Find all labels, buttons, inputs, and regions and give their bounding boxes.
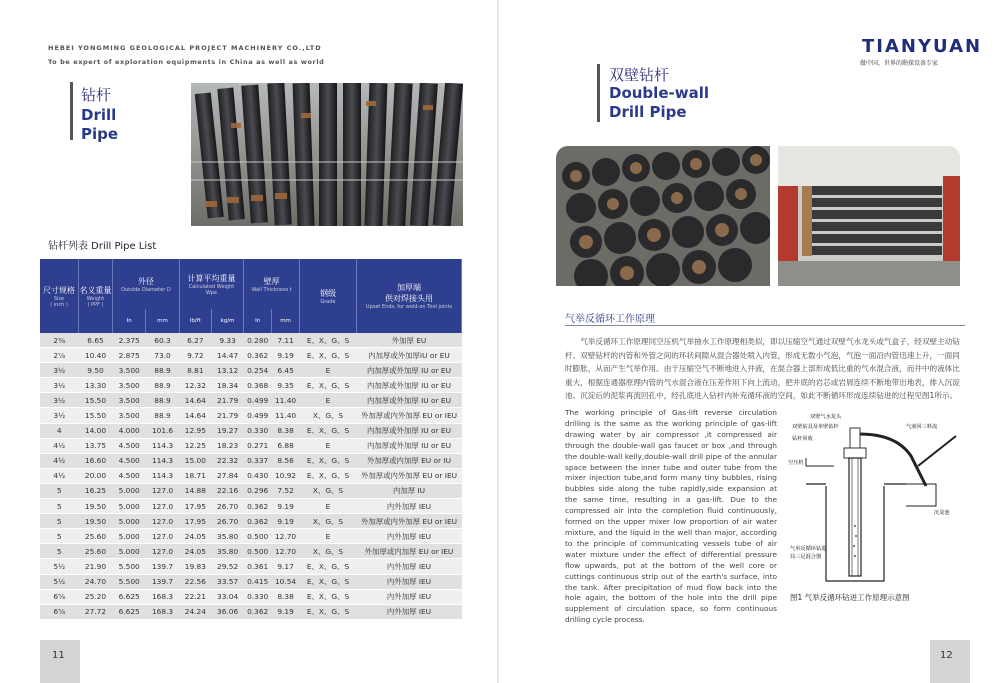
table-cell: 6.625	[113, 604, 146, 619]
table-cell: 3½	[40, 408, 79, 423]
table-cell: 19.83	[179, 559, 211, 574]
table-cell: 5½	[40, 559, 79, 574]
table-cell: 19.50	[79, 499, 113, 514]
table-cell: E、X、G、S	[300, 559, 357, 574]
table-cell: 9.35	[272, 378, 300, 393]
table-row	[40, 499, 462, 514]
table-cell: 6⅝	[40, 589, 79, 604]
table-cell: 0.271	[244, 438, 272, 453]
drill-pipe-photo	[191, 83, 463, 226]
table-cell: 0.362	[244, 499, 272, 514]
table-cell: 内加厚或外加厚IU or EU	[357, 348, 462, 363]
table-cell: 0.362	[244, 604, 272, 619]
table-cell: 18.23	[211, 438, 243, 453]
table-cell: 17.95	[179, 514, 211, 529]
drill-pipe-list-title: 钻杆列表 Drill Pipe List	[48, 241, 157, 252]
table-row	[40, 363, 462, 378]
table-cell: X、G、S	[300, 408, 357, 423]
table-cell: 0.330	[244, 423, 272, 438]
diagram-label-1: 双壁气水龙头	[810, 414, 842, 420]
table-cell: 88.9	[146, 378, 179, 393]
table-cell: X、G、S	[300, 544, 357, 559]
table-cell: 127.0	[146, 483, 179, 498]
table-cell: 9.33	[211, 333, 243, 348]
table-cell: 8.81	[179, 363, 211, 378]
table-cell: 内外加厚 IEU	[357, 499, 462, 514]
table-cell: 12.70	[272, 544, 300, 559]
table-cell: 9.72	[179, 348, 211, 363]
table-row	[40, 604, 462, 619]
table-row	[40, 468, 462, 483]
table-cell: 0.368	[244, 378, 272, 393]
gas-lift-diagram	[786, 406, 966, 586]
table-cell: 内加厚或外加厚 IU or EU	[357, 393, 462, 408]
table-cell: 101.6	[146, 423, 179, 438]
table-cell: 88.9	[146, 393, 179, 408]
table-cell: 8.56	[272, 453, 300, 468]
unit-od-in: In	[113, 309, 146, 333]
logo-tagline: 做中国、世界的勘探设备专家	[860, 60, 939, 67]
table-cell: 11.40	[272, 393, 300, 408]
table-cell: 4½	[40, 438, 79, 453]
table-cell: 5	[40, 483, 79, 498]
table-cell: 127.0	[146, 529, 179, 544]
header-weight: 名义重量 Weight ( PPF )	[79, 259, 113, 333]
table-cell: 3½	[40, 363, 79, 378]
table-cell: 内外加厚 IEU	[357, 604, 462, 619]
double-wall-pipe-photo-2	[778, 146, 960, 286]
table-cell: 29.52	[211, 559, 243, 574]
table-cell: 12.70	[272, 529, 300, 544]
table-cell: 0.280	[244, 333, 272, 348]
table-cell: 内外加厚 IEU	[357, 574, 462, 589]
table-cell: 外加厚或内外加厚 EU or IEU	[357, 408, 462, 423]
table-cell: E、X、G、S	[300, 574, 357, 589]
table-row	[40, 559, 462, 574]
section-bar-right	[597, 64, 600, 122]
diagram-label-7: 气举反循环钻进	[790, 546, 827, 552]
table-cell: 外加厚或内加厚 EU or IU	[357, 453, 462, 468]
table-cell: 14.00	[79, 423, 113, 438]
table-cell: 9.19	[272, 604, 300, 619]
table-cell: 139.7	[146, 574, 179, 589]
table-cell: 14.64	[179, 408, 211, 423]
header-calculated-weight: 计算平均重量 Calculated Weight Wpe	[179, 259, 244, 309]
table-row	[40, 514, 462, 529]
table-cell: X、G、S	[300, 514, 357, 529]
table-cell: 0.361	[244, 559, 272, 574]
table-cell: E	[300, 393, 357, 408]
table-cell: 5.000	[113, 544, 146, 559]
table-cell: 9.17	[272, 559, 300, 574]
table-row	[40, 438, 462, 453]
unit-wall-in: In	[244, 309, 272, 333]
table-cell: 0.296	[244, 483, 272, 498]
table-cell: 6.45	[272, 363, 300, 378]
table-cell: E	[300, 499, 357, 514]
table-cell: 0.500	[244, 544, 272, 559]
table-cell: 5	[40, 529, 79, 544]
table-cell: E、X、G、S	[300, 348, 357, 363]
table-cell: 6.65	[79, 333, 113, 348]
table-cell: 25.20	[79, 589, 113, 604]
table-cell: 21.79	[211, 393, 243, 408]
table-cell: 25.60	[79, 544, 113, 559]
table-cell: 4.500	[113, 438, 146, 453]
diagram-label-8: 局三足混合器	[790, 554, 822, 560]
table-cell: E、X、G、S	[300, 423, 357, 438]
table-cell: 0.337	[244, 453, 272, 468]
table-cell: 15.50	[79, 408, 113, 423]
table-cell: E、X、G、S	[300, 378, 357, 393]
table-cell: E	[300, 363, 357, 378]
table-cell: 14.47	[211, 348, 243, 363]
table-cell: 7.52	[272, 483, 300, 498]
table-cell: 6⅝	[40, 604, 79, 619]
table-row	[40, 529, 462, 544]
header-grade: 钢级 Grade	[300, 259, 357, 333]
table-cell: 7.11	[272, 333, 300, 348]
page-number-right: 12	[940, 650, 953, 661]
table-cell: 6.27	[179, 333, 211, 348]
table-cell: 0.362	[244, 514, 272, 529]
chinese-paragraph: 气举反循环工作原理同空压机气举抽水工作原理相类似，即以压缩空气通过双壁气水龙头或气盒子，经双壁主动钻杆、双壁钻杆的内管和外管之间的环状间隙从混合器处喷入内管，形成无数小气泡，气泡一面沿内管迅速上升，一面同时膨胀，从而产生气举作用。由于压缩空气不断地进入井液，在混合器上部形成低比重的气水混合液，而井中的液体比重大，根据连通器原理内管的气水混合液在压差作用下向上流动，把井底的岩芯或岩屑连续不断地带出地表，排入沉淀池。沉淀后的泥浆再流回孔中，经孔底进入钻杆内补充循环液的空间，如此不断循环形成连续钻进的过程见图1所示。	[565, 337, 960, 401]
diagram-label-6: 沉淀池	[934, 510, 950, 516]
table-cell: 5.000	[113, 499, 146, 514]
section-bar	[70, 82, 73, 140]
table-cell: 9.19	[272, 499, 300, 514]
table-row	[40, 423, 462, 438]
table-cell: 4.500	[113, 468, 146, 483]
table-cell: 73.0	[146, 348, 179, 363]
page-number: 11	[52, 650, 65, 661]
table-cell: 外加厚或内外加厚 EU or IEU	[357, 514, 462, 529]
english-paragraph: The working principle of Gas-lift reverse circulation drilling is the same as the working principle of gas-lift drawing water by air compressor ,it compressed air through the double-wall gas faucet or box ,and through the double-wall kelly,double-wall drill pipe of the annular space between the inner tube and outer tube from the mixer injection tube,and form many tiny bubbles, rising bubbles side along the tube rapidly,side expansion at the same time, resulting in a gas-lift. Due to the compressed air into the completion fluid continuously, formed on the upper mixer low proportion of air water mixture, and the liquid in the well than major, according to the principle of communicating vessels tube of air water mixture under the effect of differential pressure flow upwards, put at the bottom of the well core or cuttings continuous strip out of the earth's surface, into the tank. After precipitation of mud flow back into the hole again, the bottom of the hole into the drill pipe supplement of circulation space, so form continuous drilling cycle process.	[565, 408, 777, 625]
table-cell: 外加厚或内外加厚 EU or IEU	[357, 468, 462, 483]
table-cell: 内加厚 IU	[357, 483, 462, 498]
table-cell: 33.57	[211, 574, 243, 589]
figure-caption: 图1 气举反循环钻进工作原理示意图	[790, 593, 910, 602]
table-row	[40, 544, 462, 559]
table-cell: 4.000	[113, 423, 146, 438]
diagram-label-3: 钻杆回收	[792, 436, 813, 442]
table-cell: E、X、G、S	[300, 604, 357, 619]
table-cell: 27.72	[79, 604, 113, 619]
table-cell: 16.60	[79, 453, 113, 468]
table-cell: 22.21	[179, 589, 211, 604]
table-cell: E	[300, 529, 357, 544]
table-cell: 2.875	[113, 348, 146, 363]
table-cell: 4.500	[113, 453, 146, 468]
table-cell: E、X、G、S	[300, 589, 357, 604]
table-cell: 2⅜	[40, 333, 79, 348]
table-row	[40, 453, 462, 468]
unit-od-mm: mm	[146, 309, 179, 333]
table-cell: 0.499	[244, 408, 272, 423]
table-cell: 9.19	[272, 514, 300, 529]
table-cell: 5.500	[113, 559, 146, 574]
table-cell: 16.25	[79, 483, 113, 498]
table-row	[40, 408, 462, 423]
table-row	[40, 574, 462, 589]
table-cell: 35.80	[211, 529, 243, 544]
table-cell: 3½	[40, 378, 79, 393]
diagram-label-4: 气液回三料流	[906, 424, 938, 430]
table-cell: 15.50	[79, 393, 113, 408]
table-cell: 22.32	[211, 453, 243, 468]
table-cell: 5.000	[113, 514, 146, 529]
table-cell: 4	[40, 423, 79, 438]
table-body	[40, 333, 462, 619]
table-cell: 10.54	[272, 574, 300, 589]
table-cell: E、X、G、S	[300, 333, 357, 348]
table-cell: 内加厚或外加厚 IU or EU	[357, 378, 462, 393]
table-cell: E、X、G、S	[300, 468, 357, 483]
table-cell: 25.60	[79, 529, 113, 544]
table-cell: 2.375	[113, 333, 146, 348]
table-cell: 22.16	[211, 483, 243, 498]
table-cell: 18.34	[211, 378, 243, 393]
table-cell: 内加厚或外加厚 IU or EU	[357, 423, 462, 438]
table-cell: 0.430	[244, 468, 272, 483]
table-cell: 5	[40, 499, 79, 514]
table-cell: 13.75	[79, 438, 113, 453]
section-title-cn: 钻杆	[81, 86, 112, 104]
table-cell: 36.06	[211, 604, 243, 619]
table-cell: 0.254	[244, 363, 272, 378]
table-cell: 4½	[40, 453, 79, 468]
table-cell: 外加厚或内加厚 EU or IEU	[357, 544, 462, 559]
table-cell: 外加厚 EU	[357, 333, 462, 348]
table-header-row	[40, 259, 462, 309]
table-cell: 24.05	[179, 529, 211, 544]
table-cell: 5	[40, 514, 79, 529]
header-outside-diameter: 外径 Outside Diameter D	[113, 259, 180, 309]
table-cell: 26.70	[211, 499, 243, 514]
table-cell: 19.50	[79, 514, 113, 529]
unit-avg-kgm: kg/m	[211, 309, 243, 333]
table-cell: 60.3	[146, 333, 179, 348]
header-wall-thickness: 壁厚 Wall Thickness t	[244, 259, 300, 309]
table-cell: 9.50	[79, 363, 113, 378]
table-row	[40, 393, 462, 408]
table-cell: 10.92	[272, 468, 300, 483]
table-cell: E	[300, 438, 357, 453]
table-cell: 0.500	[244, 529, 272, 544]
table-cell: 127.0	[146, 499, 179, 514]
table-cell: 14.64	[179, 393, 211, 408]
table-cell: 12.25	[179, 438, 211, 453]
table-cell: 5	[40, 544, 79, 559]
tianyuan-logo: TIANYUAN	[862, 36, 983, 57]
table-cell: 4½	[40, 468, 79, 483]
table-cell: 3.500	[113, 378, 146, 393]
table-cell: 0.499	[244, 393, 272, 408]
table-cell: X、G、S	[300, 483, 357, 498]
table-cell: 内外加厚 IEU	[357, 559, 462, 574]
table-cell: 2⅞	[40, 348, 79, 363]
table-cell: 21.79	[211, 408, 243, 423]
table-cell: 17.95	[179, 499, 211, 514]
table-cell: 5.500	[113, 574, 146, 589]
table-cell: 内加厚或外加厚 IU or EU	[357, 438, 462, 453]
table-cell: 22.56	[179, 574, 211, 589]
drill-pipe-table	[40, 259, 462, 620]
table-cell: 10.40	[79, 348, 113, 363]
table-cell: 5.000	[113, 483, 146, 498]
table-cell: 127.0	[146, 514, 179, 529]
table-cell: 12.95	[179, 423, 211, 438]
table-row	[40, 589, 462, 604]
table-cell: 6.625	[113, 589, 146, 604]
table-cell: 15.00	[179, 453, 211, 468]
section-title-en-2: Pipe	[81, 125, 119, 143]
table-cell: 内外加厚 IEU	[357, 529, 462, 544]
page-number-box-right	[930, 640, 970, 683]
table-cell: 9.19	[272, 348, 300, 363]
table-cell: 3½	[40, 393, 79, 408]
unit-wall-mm: mm	[272, 309, 300, 333]
table-cell: 14.88	[179, 483, 211, 498]
table-cell: 24.24	[179, 604, 211, 619]
section-title-en-1: Drill	[81, 106, 117, 124]
header-upset-ends: 加厚端 供对焊接头用 Upset Ends, for weld-on Tool joints	[357, 259, 462, 333]
section-title-cn-right: 双壁钻杆	[609, 66, 670, 84]
unit-avg-lbft: lb/ft	[179, 309, 211, 333]
table-cell: 5½	[40, 574, 79, 589]
page-number-box	[40, 640, 80, 683]
table-cell: 12.32	[179, 378, 211, 393]
table-cell: 0.415	[244, 574, 272, 589]
table-row	[40, 378, 462, 393]
table-cell: 21.90	[79, 559, 113, 574]
table-cell: 168.3	[146, 589, 179, 604]
table-cell: 35.80	[211, 544, 243, 559]
table-cell: 26.70	[211, 514, 243, 529]
table-cell: 3.500	[113, 393, 146, 408]
table-cell: 33.04	[211, 589, 243, 604]
company-name: HEBEI YONGMING GEOLOGICAL PROJECT MACHINERY CO.,LTD	[48, 44, 322, 52]
table-cell: 139.7	[146, 559, 179, 574]
table-cell: 0.362	[244, 348, 272, 363]
work-principle-title: 气举反循环工作原理	[565, 314, 655, 325]
section-title-en-right-1: Double-wall	[609, 84, 709, 102]
table-cell: 13.30	[79, 378, 113, 393]
table-cell: 114.3	[146, 438, 179, 453]
diagram-label-2: 双壁钻具及单壁钻杆	[792, 424, 839, 430]
table-cell: 3.500	[113, 408, 146, 423]
table-cell: 114.3	[146, 468, 179, 483]
table-cell: 6.88	[272, 438, 300, 453]
table-cell: 内加厚或外加厚 IU or EU	[357, 363, 462, 378]
table-cell: 88.9	[146, 408, 179, 423]
table-cell: 168.3	[146, 604, 179, 619]
table-row	[40, 348, 462, 363]
table-cell: 24.05	[179, 544, 211, 559]
table-row	[40, 333, 462, 348]
title-divider	[565, 325, 965, 326]
header-size: 尺寸规格 Size ( inch )	[40, 259, 79, 333]
table-cell: 11.40	[272, 408, 300, 423]
table-cell: 0.330	[244, 589, 272, 604]
table-row	[40, 483, 462, 498]
table-cell: 127.0	[146, 544, 179, 559]
table-cell: 18.71	[179, 468, 211, 483]
table-cell: 88.9	[146, 363, 179, 378]
table-cell: 20.00	[79, 468, 113, 483]
table-cell: 8.38	[272, 589, 300, 604]
table-cell: 24.70	[79, 574, 113, 589]
table-cell: 内外加厚 IEU	[357, 589, 462, 604]
table-cell: 3.500	[113, 363, 146, 378]
table-cell: 8.38	[272, 423, 300, 438]
table-cell: 27.84	[211, 468, 243, 483]
section-title-en-right-2: Drill Pipe	[609, 103, 687, 121]
table-cell: 5.000	[113, 529, 146, 544]
table-cell: 114.3	[146, 453, 179, 468]
table-cell: 13.12	[211, 363, 243, 378]
table-cell: E、X、G、S	[300, 453, 357, 468]
diagram-label-5: 空压机	[788, 460, 804, 466]
table-cell: 19.27	[211, 423, 243, 438]
double-wall-pipe-photo-1	[556, 146, 770, 286]
company-slogan: To be expert of exploration equipments in China as well as world	[48, 58, 325, 66]
